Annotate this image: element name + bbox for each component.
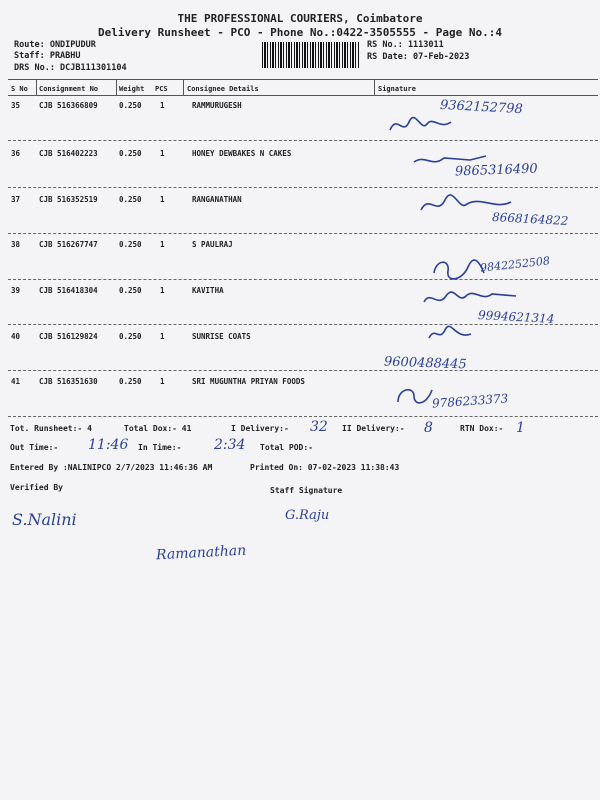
verified-signature: S.Nalini	[12, 510, 77, 529]
row-weight: 0.250	[119, 101, 142, 110]
col-divider	[36, 79, 37, 95]
handwritten-phone: 8668164822	[491, 210, 569, 228]
rs-number: RS No.: 1113011	[367, 40, 444, 50]
row-pcs: 1	[160, 332, 165, 341]
row-consignment: CJB 516351630	[39, 377, 98, 386]
signature-scribble	[385, 112, 455, 138]
in-time-label: In Time:-	[138, 443, 182, 452]
row-weight: 0.250	[119, 332, 142, 341]
ii-delivery-value: 8	[424, 420, 433, 436]
row-consignee: RANGANATHAN	[192, 195, 242, 204]
out-time-label: Out Time:-	[10, 443, 59, 452]
row-consignee: HONEY DEWBAKES N CAKES	[192, 149, 292, 158]
route-label: Route: ONDIPUDUR	[14, 40, 96, 50]
verified-by-label: Verified By	[10, 483, 63, 492]
col-header-consignee: Consignee Details	[187, 85, 259, 93]
row-sno: 40	[11, 332, 21, 341]
staff-signature-hand: G.Raju	[285, 508, 330, 523]
row-pcs: 1	[160, 377, 165, 386]
rtn-dox-value: 1	[516, 420, 525, 436]
row-separator	[8, 416, 598, 417]
signature-scribble	[392, 382, 436, 408]
col-header-signature: Signature	[378, 85, 416, 93]
table-top-line	[8, 79, 598, 80]
row-weight: 0.250	[119, 195, 142, 204]
handwritten-phone: 9994621314	[477, 308, 555, 326]
signature-scribble	[425, 322, 475, 344]
total-runsheet: Tot. Runsheet:- 4	[10, 424, 92, 433]
in-time-value: 2:34	[214, 437, 246, 453]
row-consignment: CJB 516267747	[39, 240, 98, 249]
row-consignee: SUNRISE COATS	[192, 332, 251, 341]
handwritten-phone: 9786233373	[431, 391, 509, 411]
row-weight: 0.250	[119, 286, 142, 295]
extra-signature: Ramanathan	[155, 542, 247, 564]
row-separator	[8, 279, 598, 280]
row-consignment: CJB 516129824	[39, 332, 98, 341]
handwritten-phone: 9600488445	[383, 354, 467, 373]
row-consignment: CJB 516418304	[39, 286, 98, 295]
row-consignment: CJB 516402223	[39, 149, 98, 158]
out-time-value: 11:46	[88, 437, 129, 453]
row-sno: 38	[11, 240, 21, 249]
col-divider	[116, 79, 117, 95]
row-weight: 0.250	[119, 377, 142, 386]
printed-on: Printed On: 07-02-2023 11:38:43	[250, 463, 400, 472]
total-dox: Total Dox:- 41	[124, 424, 192, 433]
company-title: THE PROFESSIONAL COURIERS, Coimbatore	[177, 12, 423, 25]
col-header-sno: S No	[11, 85, 28, 93]
row-separator	[8, 370, 598, 371]
barcode-image	[262, 42, 360, 68]
row-pcs: 1	[160, 149, 165, 158]
signature-scribble	[420, 286, 520, 310]
row-sno: 37	[11, 195, 21, 204]
row-consignee: KAVITHA	[192, 286, 224, 295]
rs-date: RS Date: 07-Feb-2023	[367, 52, 470, 62]
handwritten-phone: 9865316490	[454, 161, 538, 180]
drs-number: DRS No.: DCJB111301104	[14, 63, 127, 73]
table-header-line	[8, 95, 598, 96]
row-pcs: 1	[160, 240, 165, 249]
row-separator	[8, 140, 598, 141]
row-sno: 39	[11, 286, 21, 295]
row-sno: 35	[11, 101, 21, 110]
row-consignee: S PAULRAJ	[192, 240, 233, 249]
row-consignment: CJB 516366809	[39, 101, 98, 110]
row-sno: 36	[11, 149, 21, 158]
row-pcs: 1	[160, 101, 165, 110]
col-divider	[183, 79, 184, 95]
total-pod-label: Total POD:-	[260, 443, 313, 452]
row-separator	[8, 187, 598, 188]
row-separator	[8, 324, 598, 325]
rtn-dox-label: RTN Dox:-	[460, 424, 504, 433]
col-header-pcs: PCS	[155, 85, 168, 93]
row-consignee: SRI MUGUNTHA PRIYAN FOODS	[192, 377, 305, 386]
staff-signature-label: Staff Signature	[270, 486, 343, 495]
row-pcs: 1	[160, 195, 165, 204]
row-sno: 41	[11, 377, 21, 386]
row-weight: 0.250	[119, 149, 142, 158]
staff-label: Staff: PRABHU	[14, 51, 81, 61]
row-consignee: RAMMURUGESH	[192, 101, 242, 110]
i-delivery-value: 32	[310, 419, 328, 435]
col-divider	[374, 79, 375, 95]
i-delivery-label: I Delivery:-	[231, 424, 289, 433]
handwritten-phone: 9842252508	[479, 254, 551, 275]
row-weight: 0.250	[119, 240, 142, 249]
row-pcs: 1	[160, 286, 165, 295]
row-consignment: CJB 516352519	[39, 195, 98, 204]
handwritten-phone: 9362152798	[439, 97, 524, 118]
entered-by: Entered By :NALINIPCO 2/7/2023 11:46:36 AM	[10, 463, 213, 472]
row-separator	[8, 233, 598, 234]
col-header-consignment: Consignment No	[39, 85, 99, 93]
runsheet-subtitle: Delivery Runsheet - PCO - Phone No.:0422-3505555 - Page No.:4	[98, 26, 502, 39]
col-header-weight: Weight	[119, 85, 145, 93]
signature-scribble	[428, 255, 488, 283]
ii-delivery-label: II Delivery:-	[342, 424, 405, 433]
